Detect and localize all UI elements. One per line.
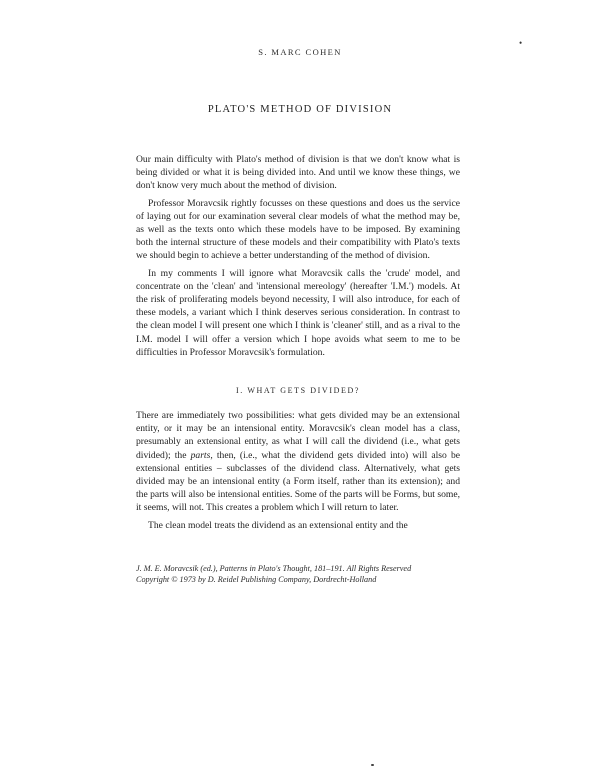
intro-section: [136, 153, 460, 359]
section-1-body: [136, 409, 460, 532]
footnote-citation: J. M. E. Moravcsik (ed.), Patterns in Plato's Thought, 181–191. All Rights Reserved: [136, 564, 412, 573]
intro-paragraph-2: Professor Moravcsik rightly focusses on these questions and does us the service of laying out for our examination several clear models of what the method may be, as well as the texts onto which these models have to be imposed. By examining both the internal structure of these models and their compatibility with Plato's texts we should begin to achieve a better understanding of the method of division.: [136, 197, 460, 262]
section-1-paragraph-2: The clean model treats the dividend as an extensional entity and the: [148, 519, 408, 531]
corner-mark: •: [519, 38, 523, 48]
paragraph-text-part-1: There are immediately two possibilities: what gets divided may be an extensional entity, or it may be an intensional entity. Moravcsik's clean model has a class, presumably an extensional entity, as what I will call the dividend (i.e., what gets divided); the: [136, 410, 460, 461]
scan-speck: [371, 764, 374, 766]
intro-paragraph-1: Our main difficulty with Plato's method of division is that we don't know what is being divided or what it is being divided into. And until we know these things, we don't know very much about the method of division.: [136, 154, 460, 192]
footnote-copyright: Copyright © 1973 by D. Reidel Publishing Company, Dordrecht-Holland: [136, 575, 377, 584]
italic-term-parts: parts: [190, 449, 211, 461]
article-title: PLATO'S METHOD OF DIVISION: [207, 104, 393, 115]
section-heading: I. WHAT GETS DIVIDED?: [236, 386, 360, 395]
section-1-paragraph-1: [136, 409, 460, 515]
paragraph-text-part-2: , then, (i.e., what the dividend gets divided into) will also be extensional entities – subclasses of the dividend class. Alternatively, what gets divided may be an intensional entity (a Form itself, rather than its extension); and the parts will also be intensional entities. Some of the parts will be Forms, but some, it seems, will not. This creates a problem which I will return to later.: [136, 449, 461, 514]
running-header-author: S. MARC COHEN: [258, 47, 342, 57]
intro-paragraph-3: In my comments I will ignore what Moravcsik calls the 'crude' model, and concentrate on the 'clean' and 'intensional mereology' (hereafter 'I.M.') models. At the risk of proliferating models beyond necessity, I will also introduce, for each of these models, a variant which I think deserves serious consideration. In contrast to the clean model I will present one which I think is 'cleaner' still, and as a rival to the I.M. model I will offer a version which I hope avoids what seem to me to be difficulties in Professor Moravcsik's formulation.: [136, 267, 460, 358]
footnote: [136, 563, 460, 585]
